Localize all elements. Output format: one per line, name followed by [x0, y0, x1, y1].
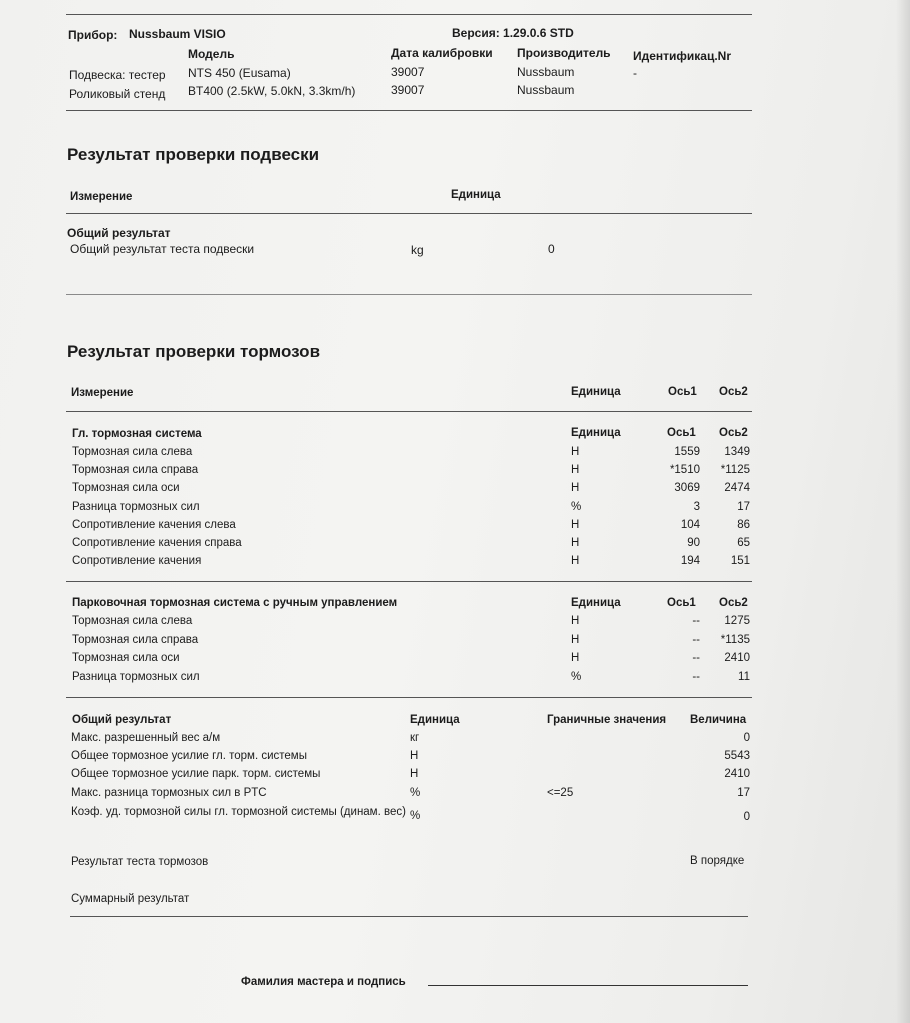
parking-row-axle1: -- — [692, 633, 700, 646]
overall-col-unit: Единица — [410, 714, 460, 726]
brakes-col-unit: Единица — [571, 386, 621, 398]
service-row-unit: Н — [571, 537, 580, 549]
parking-row-axle1: -- — [692, 670, 700, 683]
parking-brake-col-axle2: Ось2 — [719, 597, 748, 609]
overall-row-label: Макс. разница тормозных сил в PTC — [71, 787, 267, 799]
top-divider — [66, 14, 752, 15]
service-row-unit: Н — [571, 518, 580, 531]
suspension-col-measure: Измерение — [70, 191, 133, 203]
header-divider — [66, 110, 752, 111]
service-row-label: Сопротивление качения справа — [72, 537, 242, 549]
suspension-row-value: 0 — [548, 242, 555, 256]
overall-row-value: 0 — [743, 732, 750, 744]
overall-row-unit: % — [410, 810, 421, 822]
suspension-end-divider — [66, 294, 752, 295]
service-brake-col-axle2: Ось2 — [719, 427, 748, 439]
overall-row-label: Коэф. уд. тормозной силы гл. тормозной системы (динам. вес) — [71, 806, 406, 818]
equipment-id: - — [633, 66, 637, 80]
brake-test-result-value: В порядке — [690, 855, 745, 867]
parking-row-label: Разница тормозных сил — [72, 670, 200, 683]
service-brake-title: Гл. тормозная система — [72, 428, 202, 440]
service-row-axle1: 3 — [693, 500, 700, 513]
overall-row-label: Общее тормозное усилие гл. торм. системы — [71, 750, 307, 762]
suspension-row-label: Общий результат теста подвески — [70, 242, 255, 256]
service-row-axle2: 1349 — [724, 446, 750, 458]
service-row-unit: Н — [571, 482, 580, 495]
parking-row-axle2: *1135 — [720, 633, 750, 646]
col-model: Модель — [188, 47, 235, 61]
service-row-axle1: *1510 — [669, 464, 700, 477]
device-label: Прибор: — [68, 28, 118, 42]
software-version: Версия: 1.29.0.6 STD — [452, 26, 574, 40]
parking-row-unit: % — [571, 670, 582, 683]
equipment-manufacturer: Nussbaum — [517, 65, 575, 79]
overall-row-label: Макс. разрешенный вес а/м — [71, 732, 221, 744]
overall-row-value: 5543 — [724, 750, 750, 762]
equipment-name: Подвеска: тестер — [69, 68, 166, 82]
col-id: Идентификац.Nr — [633, 49, 732, 63]
parking-row-label: Тормозная сила оси — [72, 652, 180, 664]
service-brake-col-unit: Единица — [571, 427, 621, 439]
equipment-calibration: 39007 — [391, 65, 425, 79]
suspension-col-unit: Единица — [451, 189, 501, 201]
summary-result-label: Суммарный результат — [71, 893, 190, 905]
service-row-axle1: 3069 — [674, 482, 700, 495]
service-row-axle2: 86 — [737, 518, 750, 531]
service-row-axle1: 104 — [680, 518, 700, 531]
overall-row-label: Общее тормозное усилие парк. торм. системы — [71, 768, 321, 780]
suspension-title: Результат проверки подвески — [67, 145, 320, 164]
signature-line — [428, 985, 748, 986]
service-row-label: Сопротивление качения слева — [72, 518, 236, 531]
brakes-col-axle1: Ось1 — [668, 386, 697, 398]
parking-brake-col-unit: Единица — [571, 597, 621, 609]
service-row-label: Тормозная сила оси — [72, 482, 180, 495]
overall-row-unit: % — [410, 787, 421, 799]
service-row-axle2: 65 — [737, 537, 750, 549]
service-row-axle1: 1559 — [674, 446, 700, 458]
col-calibration-date: Дата калибровки — [391, 46, 493, 60]
parking-row-axle2: 11 — [738, 670, 750, 683]
parking-row-axle1: -- — [692, 652, 700, 664]
parking-row-axle1: -- — [692, 615, 700, 627]
overall-row-limit: <=25 — [547, 787, 574, 799]
service-row-unit: Н — [571, 555, 580, 568]
overall-col-value: Величина — [690, 714, 747, 726]
equipment-calibration: 39007 — [391, 83, 425, 97]
equipment-name: Роликовый стенд — [69, 87, 166, 101]
parking-brake-title: Парковочная тормозная система с ручным управлением — [72, 597, 398, 609]
overall-row-value: 17 — [737, 787, 750, 799]
brake-test-result-label: Результат теста тормозов — [71, 856, 209, 868]
overall-row-unit: Н — [410, 768, 419, 780]
overall-row-unit: кг — [410, 732, 420, 744]
col-manufacturer: Производитель — [517, 46, 611, 60]
service-row-axle2: *1125 — [720, 464, 750, 477]
brakes-col-measure: Измерение — [71, 387, 134, 399]
parking-row-axle2: 2410 — [724, 652, 750, 664]
parking-row-unit: Н — [571, 633, 580, 646]
suspension-header-divider — [66, 213, 752, 214]
overall-col-limits: Граничные значения — [547, 714, 667, 726]
parking-brake-divider — [66, 697, 752, 698]
parking-row-axle2: 1275 — [724, 615, 750, 627]
parking-row-label: Тормозная сила слева — [72, 615, 193, 627]
service-row-axle1: 90 — [687, 537, 700, 549]
page-edge-shadow — [896, 0, 910, 1023]
suspension-row-unit: kg — [411, 243, 424, 257]
service-row-axle1: 194 — [680, 555, 700, 568]
overall-row-value: 2410 — [724, 768, 750, 780]
service-row-unit: Н — [571, 446, 580, 458]
overall-title: Общий результат — [72, 714, 172, 726]
parking-brake-col-axle1: Ось1 — [667, 597, 696, 609]
signature-label: Фамилия мастера и подпись — [241, 976, 406, 988]
service-row-label: Разница тормозных сил — [72, 500, 200, 513]
parking-row-unit: Н — [571, 615, 580, 627]
parking-row-unit: Н — [571, 652, 580, 664]
service-row-label: Тормозная сила справа — [72, 464, 199, 477]
brakes-col-axle2: Ось2 — [719, 386, 748, 398]
equipment-manufacturer: Nussbaum — [517, 83, 575, 97]
equipment-model: NTS 450 (Eusama) — [188, 66, 291, 80]
service-row-axle2: 2474 — [724, 482, 750, 495]
overall-row-unit: Н — [410, 750, 419, 762]
brakes-title: Результат проверки тормозов — [67, 342, 321, 361]
parking-row-label: Тормозная сила справа — [72, 633, 199, 646]
service-row-label: Тормозная сила слева — [72, 446, 193, 458]
service-row-axle2: 151 — [730, 555, 750, 568]
device-value: Nussbaum VISIO — [129, 27, 226, 41]
service-row-unit: % — [571, 500, 582, 513]
overall-row-value: 0 — [743, 811, 750, 823]
suspension-group-title: Общий результат — [67, 226, 171, 240]
service-row-unit: Н — [571, 464, 580, 477]
brakes-header-divider — [66, 411, 752, 412]
service-brake-divider — [66, 581, 752, 582]
service-row-axle2: 17 — [737, 500, 750, 513]
service-brake-col-axle1: Ось1 — [667, 427, 696, 439]
summary-divider — [70, 916, 748, 917]
equipment-model: BT400 (2.5kW, 5.0kN, 3.3km/h) — [188, 84, 356, 98]
service-row-label: Сопротивление качения — [72, 555, 202, 568]
